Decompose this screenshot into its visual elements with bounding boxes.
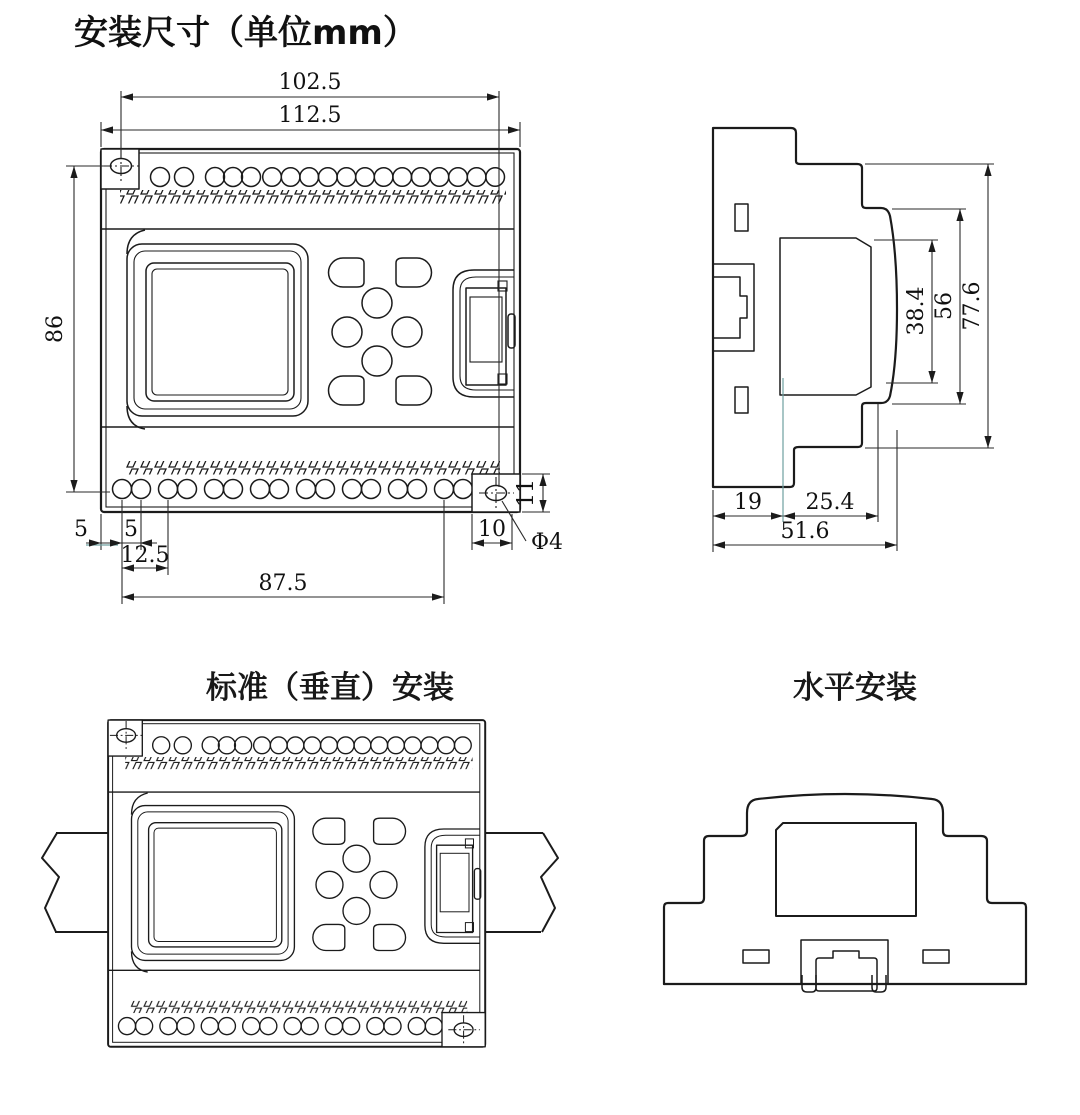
side-view (713, 128, 994, 552)
dim-rear-depth: 19 (734, 490, 762, 515)
side-profile (713, 128, 897, 487)
page-title: 安装尺寸（单位mm） (74, 13, 417, 53)
dim-hole-span: 102.5 (278, 70, 342, 95)
dim-overall-depth: 51.6 (780, 519, 830, 544)
rail-break-right (541, 833, 558, 932)
dim-terminal-span: 87.5 (258, 571, 308, 596)
dim-terminal-pitch: 5 (124, 517, 138, 542)
dim-overall-width: 112.5 (278, 103, 342, 128)
dim-group-pitch: 12.5 (120, 543, 170, 568)
caption-vertical-install: 标准（垂直）安装 (206, 670, 454, 706)
dim-edge-offset: 5 (74, 517, 88, 542)
dim-overall-height: 77.6 (960, 281, 985, 331)
dim-display-height: 38.4 (904, 286, 929, 336)
horizontal-install-view (664, 794, 1026, 992)
front-view (43, 70, 563, 604)
vertical-install-view (42, 720, 558, 1047)
dim-slot-height: 11 (514, 479, 539, 507)
dim-hole-diameter: Φ4 (531, 530, 564, 555)
dim-slot-width: 10 (478, 517, 506, 542)
dim-front-height: 56 (932, 292, 957, 320)
caption-horizontal-install: 水平安装 (793, 670, 917, 706)
dim-front-depth: 25.4 (805, 490, 855, 515)
dim-height: 86 (43, 315, 68, 343)
rail-break-left (42, 833, 59, 932)
